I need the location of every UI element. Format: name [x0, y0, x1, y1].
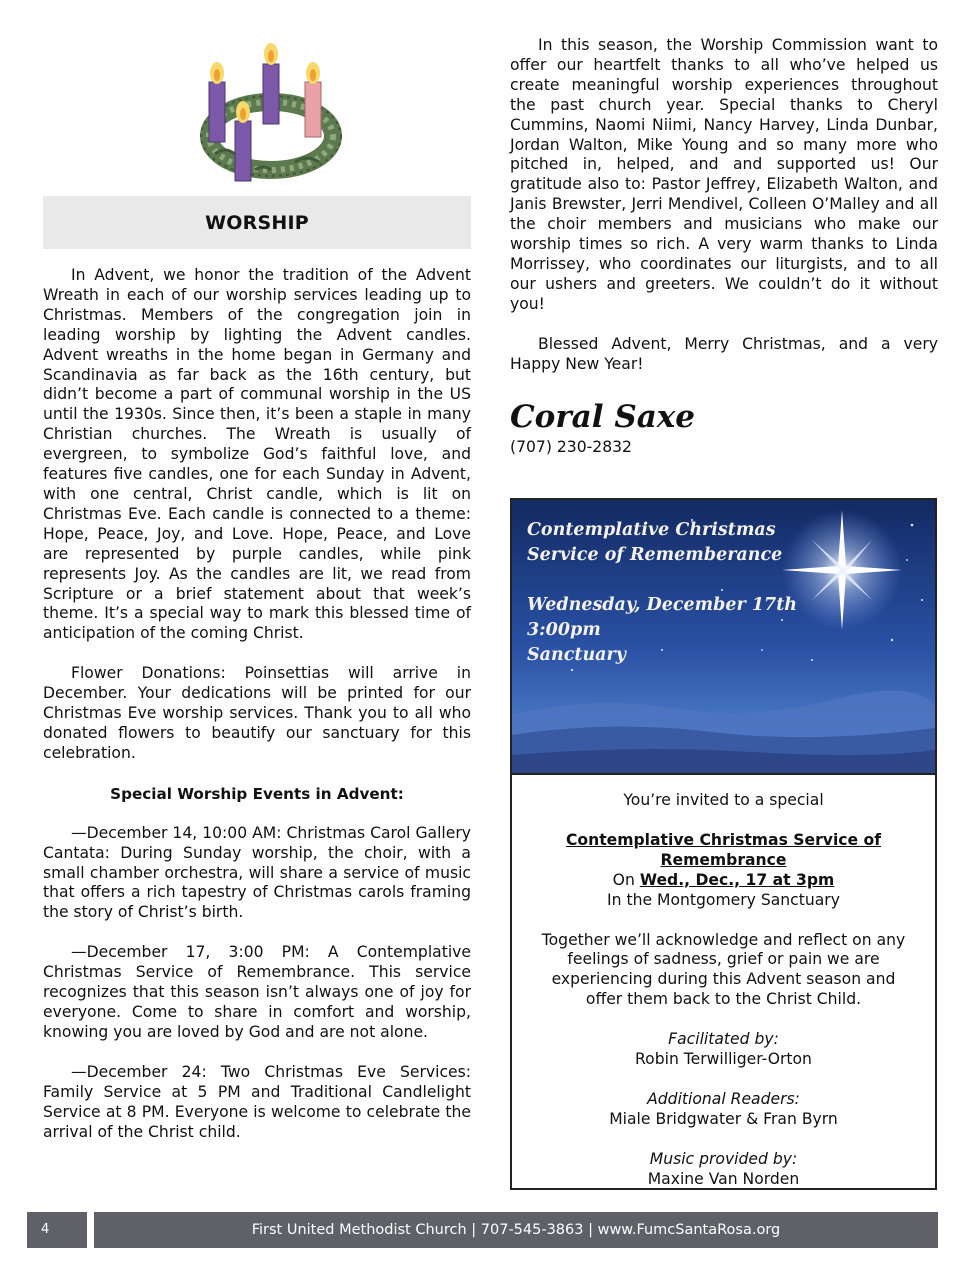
blessing-paragraph: Blessed Advent, Merry Christmas, and a very Happy New Year!: [510, 334, 938, 373]
event-dec-17: —December 17, 3:00 PM: A Contemplative Christmas Service of Remembrance. This service recognizes that this season isn’t always one of joy for everyone. Come to share in comfort and worship, knowing you are loved by God and are not alone.: [43, 943, 471, 1041]
event-dec-24: —December 24: Two Christmas Eve Services: Family Service at 5 PM and Traditional Candlelight Service at 8 PM. Everyone is welcome to celebrate the arrival of the Christ child.: [43, 1062, 471, 1141]
banner-date: Wednesday, December 17th: [527, 595, 798, 615]
signature: Coral Saxe: [510, 398, 696, 435]
service-when: [512, 871, 935, 891]
banner-title-line-1: Contemplative Christmas: [527, 520, 776, 540]
readers-names: Miale Bridgwater & Fran Byrn: [609, 1109, 838, 1128]
invite-intro: You’re invited to a special: [623, 791, 824, 809]
advent-wreath-paragraph: In Advent, we honor the tradition of the Advent Wreath in each of our worship services leading up to Christmas. Members of the congregation join in leading worship by lighting the Advent candles. Advent wreaths in the home began in Germany and Scandinavia as far back as the 16th century, but didn’t become a part of communal worship in the US until the 1930s. Since then, it’s been a staple in many Christian churches. The Wreath is usually of evergreen, to symbolize God’s faithful love, and features five candles, one for each Sunday in Advent, with one central, Christ candle, which is lit on Christmas Eve. Each candle is connected to a theme: Hope, Peace, Joy, and Love. Hope, Peace, and Love are represented by purple candles, while pink represents Joy. As the candles are lit, we read from Scripture or a brief statement about that week’s theme. It’s a special way to mark this blessed time of anticipation of the coming Christ.: [43, 266, 471, 643]
phone-number: (707) 230-2832: [510, 437, 632, 456]
service-where: In the Montgomery Sanctuary: [607, 890, 840, 909]
banner-text: [527, 518, 797, 668]
remembrance-service-box: [510, 498, 937, 1190]
service-title-line-1: Contemplative Christmas Service of: [565, 830, 882, 849]
page-number: 4: [27, 1212, 87, 1248]
footer-contact: First United Methodist Church | 707-545-3863 | www.FumcSantaRosa.org: [94, 1212, 938, 1248]
music-label: Music provided by:: [649, 1149, 798, 1168]
service-date-time: Wed., Dec., 17 at 3pm: [639, 870, 835, 889]
banner-location: Sanctuary: [527, 645, 626, 665]
invitation-details: [512, 775, 935, 1190]
night-sky-banner: [512, 500, 935, 775]
banner-time: 3:00pm: [527, 620, 601, 640]
facilitated-name: Robin Terwilliger-Orton: [635, 1050, 812, 1069]
event-dec-14: —December 14, 10:00 AM: Christmas Carol Gallery Cantata: During Sunday worship, the choir, with a small chamber orchestra, will share a service of music that offers a rich tapestry of Christmas carols framing the story of Christ’s birth.: [43, 823, 471, 922]
left-column: [43, 36, 471, 1142]
worship-heading: WORSHIP: [43, 196, 471, 249]
readers-label: Additional Readers:: [647, 1089, 800, 1108]
right-column: [510, 36, 938, 457]
on-label: On: [612, 870, 635, 889]
flower-donations-paragraph: Flower Donations: Poinsettias will arrive in December. Your dedications will be printed for our Christmas Eve worship services. Thank you to all who donated flowers to beautify our sanctuary for this celebration.: [43, 664, 471, 762]
page-footer: [27, 1212, 938, 1248]
advent-wreath-image: [195, 36, 345, 186]
service-title-line-2: Remembrance: [660, 850, 787, 869]
special-events-heading: Special Worship Events in Advent:: [110, 784, 404, 803]
banner-title-line-2: Service of Rememberance: [527, 545, 783, 565]
service-description: Together we’ll acknowledge and reflect on any feelings of sadness, grief or pain we are experiencing during this Advent season and offer them back to the Christ Child.: [541, 930, 906, 1009]
facilitated-label: Facilitated by:: [668, 1030, 779, 1049]
music-name: Maxine Van Norden: [647, 1169, 800, 1188]
thanks-paragraph: In this season, the Worship Commission want to offer our heartfelt thanks to all who’ve helped us create meaningful worship experiences throughout the past church year. Special thanks to Cheryl Cummins, Naomi Niimi, Nancy Harvey, Linda Dunbar, Jordan Walton, Mike Young and so many more who pitched in, helped, and and supported us! Our gratitude also to: Pastor Jeffrey, Elizabeth Walton, and Janis Brewster, Jerri Mendivel, Colleen O’Malley and all the choir members and musicians who make our worship times so rich. A very warm thanks to Linda Morrissey, who coordinates our liturgists, and to all our ushers and greeters. We couldn’t do it without you!: [510, 36, 938, 313]
